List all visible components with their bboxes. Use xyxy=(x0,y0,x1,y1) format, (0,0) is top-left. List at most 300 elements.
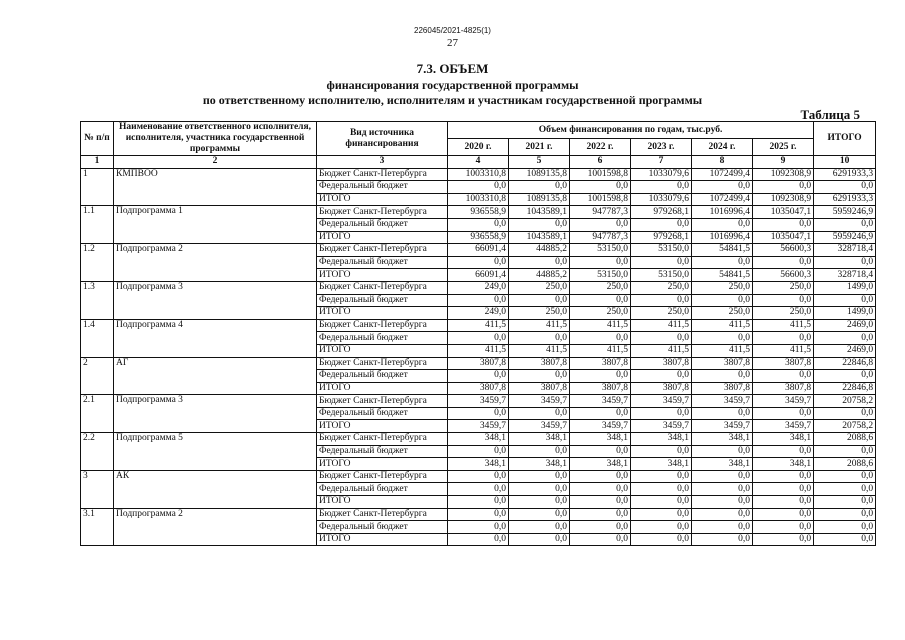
row-name: Подпрограмма 3 xyxy=(114,281,317,319)
total-value: 2469,0 xyxy=(814,319,876,332)
year-value: 979268,1 xyxy=(631,231,692,244)
column-number: 4 xyxy=(448,156,509,169)
table-row xyxy=(81,281,876,294)
funding-source: Федеральный бюджет xyxy=(317,483,448,496)
year-value: 1016996,4 xyxy=(692,231,753,244)
year-value: 0,0 xyxy=(448,256,509,269)
year-value: 0,0 xyxy=(692,332,753,345)
year-value: 3807,8 xyxy=(448,382,509,395)
total-value: 0,0 xyxy=(814,508,876,521)
row-code: 1.4 xyxy=(81,319,114,357)
funding-source: Федеральный бюджет xyxy=(317,445,448,458)
total-value: 0,0 xyxy=(814,256,876,269)
year-value: 0,0 xyxy=(448,521,509,534)
year-value: 0,0 xyxy=(631,294,692,307)
year-value: 53150,0 xyxy=(631,269,692,282)
row-name: Подпрограмма 2 xyxy=(114,508,317,546)
year-value: 0,0 xyxy=(448,294,509,307)
funding-source: Бюджет Санкт-Петербурга xyxy=(317,508,448,521)
year-value: 1072499,4 xyxy=(692,193,753,206)
year-value: 1089135,8 xyxy=(509,168,570,181)
funding-source: Бюджет Санкт-Петербурга xyxy=(317,433,448,446)
year-value: 0,0 xyxy=(509,521,570,534)
year-value: 3807,8 xyxy=(509,357,570,370)
year-value: 411,5 xyxy=(692,319,753,332)
year-value: 0,0 xyxy=(509,407,570,420)
year-value: 1035047,1 xyxy=(753,206,814,219)
year-value: 0,0 xyxy=(509,332,570,345)
row-code: 2.2 xyxy=(81,433,114,471)
year-value: 348,1 xyxy=(448,433,509,446)
row-name: КМПВОО xyxy=(114,168,317,206)
total-value: 328718,4 xyxy=(814,244,876,257)
year-value: 0,0 xyxy=(692,407,753,420)
funding-source: ИТОГО xyxy=(317,458,448,471)
header-year: 2023 г. xyxy=(631,139,692,156)
year-value: 250,0 xyxy=(692,307,753,320)
funding-source: Бюджет Санкт-Петербурга xyxy=(317,319,448,332)
header-year: 2022 г. xyxy=(570,139,631,156)
year-value: 0,0 xyxy=(631,370,692,383)
year-value: 3459,7 xyxy=(448,420,509,433)
year-value: 0,0 xyxy=(570,181,631,194)
year-value: 1003310,8 xyxy=(448,168,509,181)
total-value: 0,0 xyxy=(814,496,876,509)
year-value: 411,5 xyxy=(509,319,570,332)
funding-source: Бюджет Санкт-Петербурга xyxy=(317,470,448,483)
year-value: 66091,4 xyxy=(448,269,509,282)
year-value: 411,5 xyxy=(692,344,753,357)
year-value: 3459,7 xyxy=(448,395,509,408)
year-value: 0,0 xyxy=(692,521,753,534)
year-value: 66091,4 xyxy=(448,244,509,257)
year-value: 0,0 xyxy=(448,407,509,420)
year-value: 3807,8 xyxy=(448,357,509,370)
year-value: 1003310,8 xyxy=(448,193,509,206)
table-row xyxy=(81,433,876,446)
year-value: 54841,5 xyxy=(692,269,753,282)
year-value: 0,0 xyxy=(631,181,692,194)
year-value: 0,0 xyxy=(509,533,570,546)
year-value: 0,0 xyxy=(570,521,631,534)
header-year: 2024 г. xyxy=(692,139,753,156)
year-value: 0,0 xyxy=(753,470,814,483)
total-value: 5959246,9 xyxy=(814,206,876,219)
year-value: 936558,9 xyxy=(448,206,509,219)
year-value: 53150,0 xyxy=(570,244,631,257)
year-value: 0,0 xyxy=(753,294,814,307)
year-value: 1016996,4 xyxy=(692,206,753,219)
year-value: 0,0 xyxy=(509,256,570,269)
year-value: 0,0 xyxy=(448,533,509,546)
year-value: 1001598,8 xyxy=(570,168,631,181)
funding-source: Федеральный бюджет xyxy=(317,256,448,269)
total-value: 0,0 xyxy=(814,181,876,194)
year-value: 53150,0 xyxy=(631,244,692,257)
funding-source: ИТОГО xyxy=(317,496,448,509)
year-value: 0,0 xyxy=(448,470,509,483)
total-value: 22846,8 xyxy=(814,382,876,395)
table-row xyxy=(81,395,876,408)
year-value: 0,0 xyxy=(448,181,509,194)
year-value: 1043589,1 xyxy=(509,206,570,219)
year-value: 3459,7 xyxy=(753,395,814,408)
year-value: 348,1 xyxy=(509,458,570,471)
year-value: 0,0 xyxy=(570,496,631,509)
document-id: 226045/2021-4825(1) xyxy=(414,26,491,35)
year-value: 249,0 xyxy=(448,281,509,294)
section-title: 7.3. ОБЪЕМ xyxy=(416,61,489,76)
funding-source: Бюджет Санкт-Петербурга xyxy=(317,244,448,257)
year-value: 0,0 xyxy=(753,181,814,194)
year-value: 0,0 xyxy=(631,332,692,345)
year-value: 3807,8 xyxy=(509,382,570,395)
year-value: 249,0 xyxy=(448,307,509,320)
year-value: 3807,8 xyxy=(753,382,814,395)
year-value: 348,1 xyxy=(509,433,570,446)
year-value: 348,1 xyxy=(753,433,814,446)
total-value: 2469,0 xyxy=(814,344,876,357)
table-row xyxy=(81,206,876,219)
year-value: 3807,8 xyxy=(631,382,692,395)
total-value: 0,0 xyxy=(814,445,876,458)
column-number: 1 xyxy=(81,156,114,169)
row-code: 1.2 xyxy=(81,244,114,282)
year-value: 411,5 xyxy=(631,319,692,332)
year-value: 1033079,6 xyxy=(631,193,692,206)
year-value: 0,0 xyxy=(509,508,570,521)
year-value: 0,0 xyxy=(692,508,753,521)
year-value: 411,5 xyxy=(753,344,814,357)
total-value: 20758,2 xyxy=(814,395,876,408)
row-name: АГ xyxy=(114,357,317,395)
row-name: Подпрограмма 4 xyxy=(114,319,317,357)
year-value: 0,0 xyxy=(448,332,509,345)
year-value: 0,0 xyxy=(570,483,631,496)
funding-source: Бюджет Санкт-Петербурга xyxy=(317,357,448,370)
funding-source: Федеральный бюджет xyxy=(317,332,448,345)
total-value: 0,0 xyxy=(814,470,876,483)
year-value: 3807,8 xyxy=(570,382,631,395)
year-value: 348,1 xyxy=(570,458,631,471)
header-year: 2020 г. xyxy=(448,139,509,156)
year-value: 3807,8 xyxy=(631,357,692,370)
year-value: 250,0 xyxy=(570,281,631,294)
year-value: 0,0 xyxy=(570,470,631,483)
year-value: 250,0 xyxy=(570,307,631,320)
year-value: 1001598,8 xyxy=(570,193,631,206)
year-value: 250,0 xyxy=(509,307,570,320)
year-value: 3459,7 xyxy=(631,395,692,408)
year-value: 0,0 xyxy=(631,256,692,269)
funding-source: ИТОГО xyxy=(317,193,448,206)
funding-source: ИТОГО xyxy=(317,231,448,244)
year-value: 53150,0 xyxy=(570,269,631,282)
year-value: 0,0 xyxy=(570,533,631,546)
funding-source: Федеральный бюджет xyxy=(317,370,448,383)
year-value: 348,1 xyxy=(753,458,814,471)
row-code: 1 xyxy=(81,168,114,206)
year-value: 0,0 xyxy=(753,407,814,420)
year-value: 0,0 xyxy=(448,445,509,458)
year-value: 250,0 xyxy=(692,281,753,294)
year-value: 0,0 xyxy=(753,508,814,521)
table-row xyxy=(81,357,876,370)
year-value: 1033079,6 xyxy=(631,168,692,181)
year-value: 0,0 xyxy=(570,370,631,383)
page-number: 27 xyxy=(447,37,458,49)
year-value: 250,0 xyxy=(509,281,570,294)
funding-source: ИТОГО xyxy=(317,420,448,433)
year-value: 1035047,1 xyxy=(753,231,814,244)
year-value: 0,0 xyxy=(631,508,692,521)
total-value: 6291933,3 xyxy=(814,168,876,181)
row-name: Подпрограмма 2 xyxy=(114,244,317,282)
header-source: Вид источника финансирования xyxy=(317,122,448,156)
year-value: 0,0 xyxy=(753,483,814,496)
year-value: 1092308,9 xyxy=(753,193,814,206)
year-value: 411,5 xyxy=(631,344,692,357)
year-value: 411,5 xyxy=(570,344,631,357)
total-value: 0,0 xyxy=(814,218,876,231)
year-value: 0,0 xyxy=(509,483,570,496)
header-year: 2021 г. xyxy=(509,139,570,156)
total-value: 328718,4 xyxy=(814,269,876,282)
year-value: 0,0 xyxy=(692,470,753,483)
year-value: 348,1 xyxy=(631,433,692,446)
funding-source: Бюджет Санкт-Петербурга xyxy=(317,395,448,408)
row-code: 1.3 xyxy=(81,281,114,319)
year-value: 0,0 xyxy=(753,370,814,383)
year-value: 0,0 xyxy=(692,294,753,307)
year-value: 0,0 xyxy=(753,521,814,534)
year-value: 0,0 xyxy=(692,445,753,458)
year-value: 0,0 xyxy=(631,496,692,509)
funding-source: Федеральный бюджет xyxy=(317,181,448,194)
year-value: 348,1 xyxy=(631,458,692,471)
year-value: 411,5 xyxy=(448,344,509,357)
total-value: 1499,0 xyxy=(814,307,876,320)
year-value: 0,0 xyxy=(570,294,631,307)
year-value: 411,5 xyxy=(448,319,509,332)
year-value: 0,0 xyxy=(509,445,570,458)
total-value: 6291933,3 xyxy=(814,193,876,206)
year-value: 0,0 xyxy=(448,496,509,509)
year-value: 0,0 xyxy=(448,483,509,496)
year-value: 0,0 xyxy=(692,256,753,269)
year-value: 0,0 xyxy=(509,294,570,307)
year-value: 0,0 xyxy=(753,332,814,345)
total-value: 2088,6 xyxy=(814,458,876,471)
year-value: 0,0 xyxy=(509,181,570,194)
table-row xyxy=(81,470,876,483)
header-num: № п/п xyxy=(81,122,114,156)
year-value: 1072499,4 xyxy=(692,168,753,181)
column-number: 5 xyxy=(509,156,570,169)
year-value: 3459,7 xyxy=(570,395,631,408)
section-subtitle-2: по ответственному исполнителю, исполнителям и участникам государственной программы xyxy=(202,93,703,107)
header-year: 2025 г. xyxy=(753,139,814,156)
year-value: 1089135,8 xyxy=(509,193,570,206)
year-value: 411,5 xyxy=(570,319,631,332)
year-value: 0,0 xyxy=(692,181,753,194)
total-value: 0,0 xyxy=(814,483,876,496)
year-value: 0,0 xyxy=(692,483,753,496)
header-total: ИТОГО xyxy=(814,122,876,156)
year-value: 0,0 xyxy=(570,445,631,458)
year-value: 0,0 xyxy=(448,508,509,521)
row-name: Подпрограмма 3 xyxy=(114,395,317,433)
row-code: 2 xyxy=(81,357,114,395)
table-label: Таблица 5 xyxy=(800,107,860,122)
column-number: 10 xyxy=(814,156,876,169)
year-value: 0,0 xyxy=(509,218,570,231)
year-value: 3459,7 xyxy=(631,420,692,433)
header-name: Наименование ответственного исполнителя, исполнителя, участника государственной программы xyxy=(114,122,317,156)
financing-table xyxy=(80,121,876,546)
header-volume: Объем финансирования по годам, тыс.руб. xyxy=(448,122,814,139)
year-value: 0,0 xyxy=(631,218,692,231)
total-value: 22846,8 xyxy=(814,357,876,370)
funding-source: Федеральный бюджет xyxy=(317,218,448,231)
year-value: 44885,2 xyxy=(509,244,570,257)
year-value: 0,0 xyxy=(570,218,631,231)
year-value: 0,0 xyxy=(509,370,570,383)
year-value: 411,5 xyxy=(753,319,814,332)
funding-source: Бюджет Санкт-Петербурга xyxy=(317,168,448,181)
total-value: 1499,0 xyxy=(814,281,876,294)
year-value: 0,0 xyxy=(692,370,753,383)
year-value: 3459,7 xyxy=(570,420,631,433)
year-value: 3807,8 xyxy=(753,357,814,370)
funding-source: ИТОГО xyxy=(317,307,448,320)
funding-source: Федеральный бюджет xyxy=(317,294,448,307)
row-name: АК xyxy=(114,470,317,508)
year-value: 936558,9 xyxy=(448,231,509,244)
year-value: 0,0 xyxy=(631,533,692,546)
year-value: 0,0 xyxy=(631,483,692,496)
total-value: 5959246,9 xyxy=(814,231,876,244)
year-value: 250,0 xyxy=(753,307,814,320)
table-row xyxy=(81,508,876,521)
year-value: 3459,7 xyxy=(509,420,570,433)
total-value: 20758,2 xyxy=(814,420,876,433)
year-value: 411,5 xyxy=(509,344,570,357)
column-number: 9 xyxy=(753,156,814,169)
funding-source: Федеральный бюджет xyxy=(317,521,448,534)
year-value: 0,0 xyxy=(570,508,631,521)
funding-source: ИТОГО xyxy=(317,382,448,395)
year-value: 0,0 xyxy=(753,218,814,231)
year-value: 947787,3 xyxy=(570,231,631,244)
total-value: 0,0 xyxy=(814,533,876,546)
column-number: 2 xyxy=(114,156,317,169)
year-value: 0,0 xyxy=(631,445,692,458)
year-value: 947787,3 xyxy=(570,206,631,219)
total-value: 0,0 xyxy=(814,332,876,345)
table-row xyxy=(81,168,876,181)
year-value: 3459,7 xyxy=(692,395,753,408)
year-value: 0,0 xyxy=(631,407,692,420)
section-subtitle: финансирования государственной программы xyxy=(326,78,579,92)
year-value: 0,0 xyxy=(570,332,631,345)
total-value: 2088,6 xyxy=(814,433,876,446)
row-code: 2.1 xyxy=(81,395,114,433)
row-code: 3 xyxy=(81,470,114,508)
year-value: 3807,8 xyxy=(570,357,631,370)
year-value: 3459,7 xyxy=(509,395,570,408)
funding-source: Федеральный бюджет xyxy=(317,407,448,420)
year-value: 3807,8 xyxy=(692,382,753,395)
year-value: 250,0 xyxy=(753,281,814,294)
year-value: 1092308,9 xyxy=(753,168,814,181)
funding-source: ИТОГО xyxy=(317,533,448,546)
funding-source: ИТОГО xyxy=(317,269,448,282)
year-value: 44885,2 xyxy=(509,269,570,282)
year-value: 0,0 xyxy=(448,370,509,383)
table-row xyxy=(81,244,876,257)
funding-source: ИТОГО xyxy=(317,344,448,357)
row-name: Подпрограмма 1 xyxy=(114,206,317,244)
table-body xyxy=(81,168,876,546)
year-value: 0,0 xyxy=(692,496,753,509)
year-value: 348,1 xyxy=(570,433,631,446)
total-value: 0,0 xyxy=(814,407,876,420)
year-value: 0,0 xyxy=(570,407,631,420)
year-value: 0,0 xyxy=(509,496,570,509)
year-value: 0,0 xyxy=(692,218,753,231)
total-value: 0,0 xyxy=(814,521,876,534)
funding-source: Бюджет Санкт-Петербурга xyxy=(317,206,448,219)
year-value: 56600,3 xyxy=(753,269,814,282)
column-number: 7 xyxy=(631,156,692,169)
year-value: 348,1 xyxy=(692,433,753,446)
year-value: 348,1 xyxy=(448,458,509,471)
year-value: 3459,7 xyxy=(692,420,753,433)
table-row xyxy=(81,319,876,332)
year-value: 0,0 xyxy=(448,218,509,231)
year-value: 348,1 xyxy=(692,458,753,471)
year-value: 54841,5 xyxy=(692,244,753,257)
year-value: 0,0 xyxy=(509,470,570,483)
year-value: 0,0 xyxy=(570,256,631,269)
year-value: 1043589,1 xyxy=(509,231,570,244)
year-value: 979268,1 xyxy=(631,206,692,219)
total-value: 0,0 xyxy=(814,294,876,307)
year-value: 56600,3 xyxy=(753,244,814,257)
year-value: 0,0 xyxy=(631,470,692,483)
column-number: 3 xyxy=(317,156,448,169)
year-value: 250,0 xyxy=(631,307,692,320)
year-value: 0,0 xyxy=(631,521,692,534)
year-value: 0,0 xyxy=(692,533,753,546)
year-value: 0,0 xyxy=(753,256,814,269)
column-number: 6 xyxy=(570,156,631,169)
total-value: 0,0 xyxy=(814,370,876,383)
year-value: 3459,7 xyxy=(753,420,814,433)
funding-source: Бюджет Санкт-Петербурга xyxy=(317,281,448,294)
year-value: 0,0 xyxy=(753,533,814,546)
column-number: 8 xyxy=(692,156,753,169)
row-code: 1.1 xyxy=(81,206,114,244)
year-value: 250,0 xyxy=(631,281,692,294)
year-value: 0,0 xyxy=(753,496,814,509)
year-value: 0,0 xyxy=(753,445,814,458)
column-number-row xyxy=(81,156,876,169)
year-value: 3807,8 xyxy=(692,357,753,370)
row-name: Подпрограмма 5 xyxy=(114,433,317,471)
row-code: 3.1 xyxy=(81,508,114,546)
